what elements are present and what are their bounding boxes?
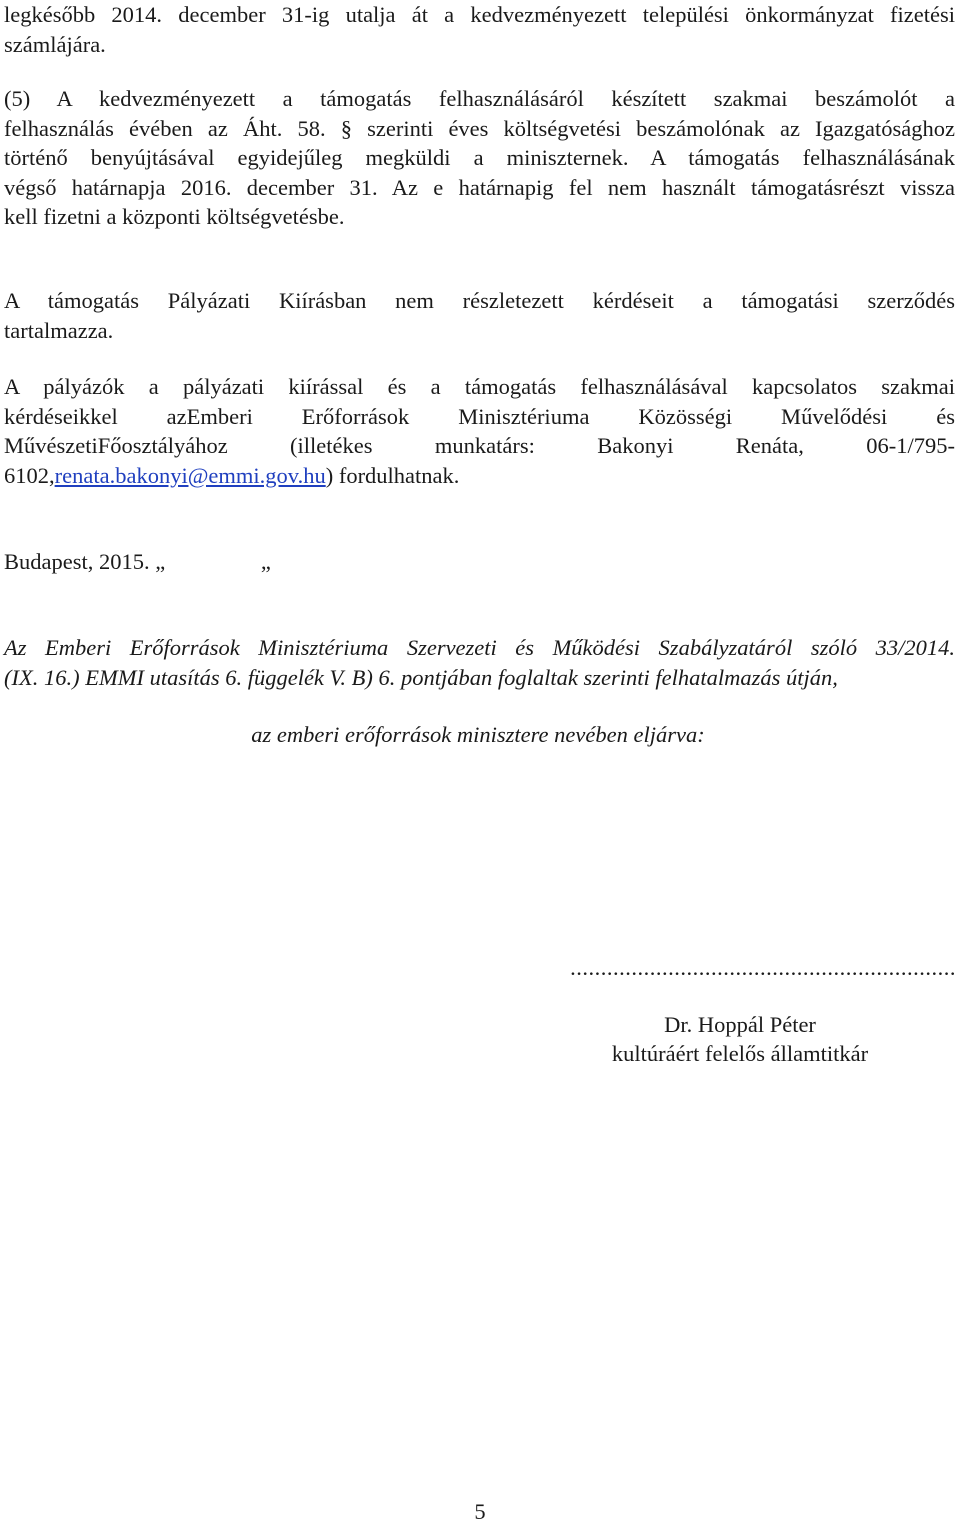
date-line [4,547,955,577]
paragraph-line: történő benyújtásával egyidejűleg megküldi a miniszternek. A támogatás felhasználásának [4,145,955,170]
paragraph-line: A támogatás Pályázati Kiírásban nem részletezett kérdéseit a támogatási szerződés [4,288,955,313]
paragraph-line: kell fizetni a központi költségvetésbe. [4,204,345,229]
email-link[interactable]: renata.bakonyi@emmi.gov.hu [54,462,326,488]
authority-line: Az Emberi Erőforrások Minisztériuma Szervezeti és Működési Szabályzatáról szóló 33/2014. [4,635,955,660]
authority-line: (IX. 16.) EMMI utasítás 6. függelék V. B) 6. pontjában foglaltak szerinti felhatalmazás útján, [4,664,838,690]
paragraph-line: felhasználás évében az Áht. 58. § szerinti éves költségvetési beszámolónak az Igazgatósághoz [4,115,955,141]
paragraph-report [4,84,955,232]
line-suffix: ) fordulhatnak. [325,462,460,488]
paragraph-line: végső határnapja 2016. december 31. Az e határnapig fel nem használt támogatásrészt vissza [4,174,955,200]
signatory-title: kultúráért felelős államtitkár [611,1041,869,1066]
paragraph-line: kérdéseikkel azEmberi Erőforrások Minisztériuma Közösségi Művelődési és [4,403,955,429]
line-prefix: 6102, [4,462,55,488]
signatory-name: Dr. Hoppál Péter [664,1012,816,1037]
paragraph-contract [4,286,955,345]
date-text: Budapest, 2015. „ „ [4,549,271,574]
authority-paragraph [4,633,955,692]
paragraph-line: (5) A kedvezményezett a támogatás felhasználásáról készített szakmai beszámolót a [4,86,955,111]
authority-acting-line: az emberi erőforrások minisztere nevében eljárva: [251,722,705,747]
paragraph-payment [4,0,955,59]
paragraph-line-email [4,461,955,491]
paragraph-line: számlájára. [4,31,106,57]
paragraph-line: tartalmazza. [4,317,114,343]
page-number: 5 [474,1499,486,1524]
paragraph-line: A pályázók a pályázati kiírással és a támogatás felhasználásával kapcsolatos szakmai [4,374,955,399]
paragraph-contact [4,372,955,490]
signature-dotted-line: ............................................................... [570,955,956,980]
paragraph-line: legkésőbb 2014. december 31-ig utalja át a kedvezményezett települési önkormányzat fizetési [4,2,955,27]
paragraph-line: MűvészetiFőosztályához (illetékes munkatárs: Bakonyi Renáta, 06-1/795- [4,433,955,458]
